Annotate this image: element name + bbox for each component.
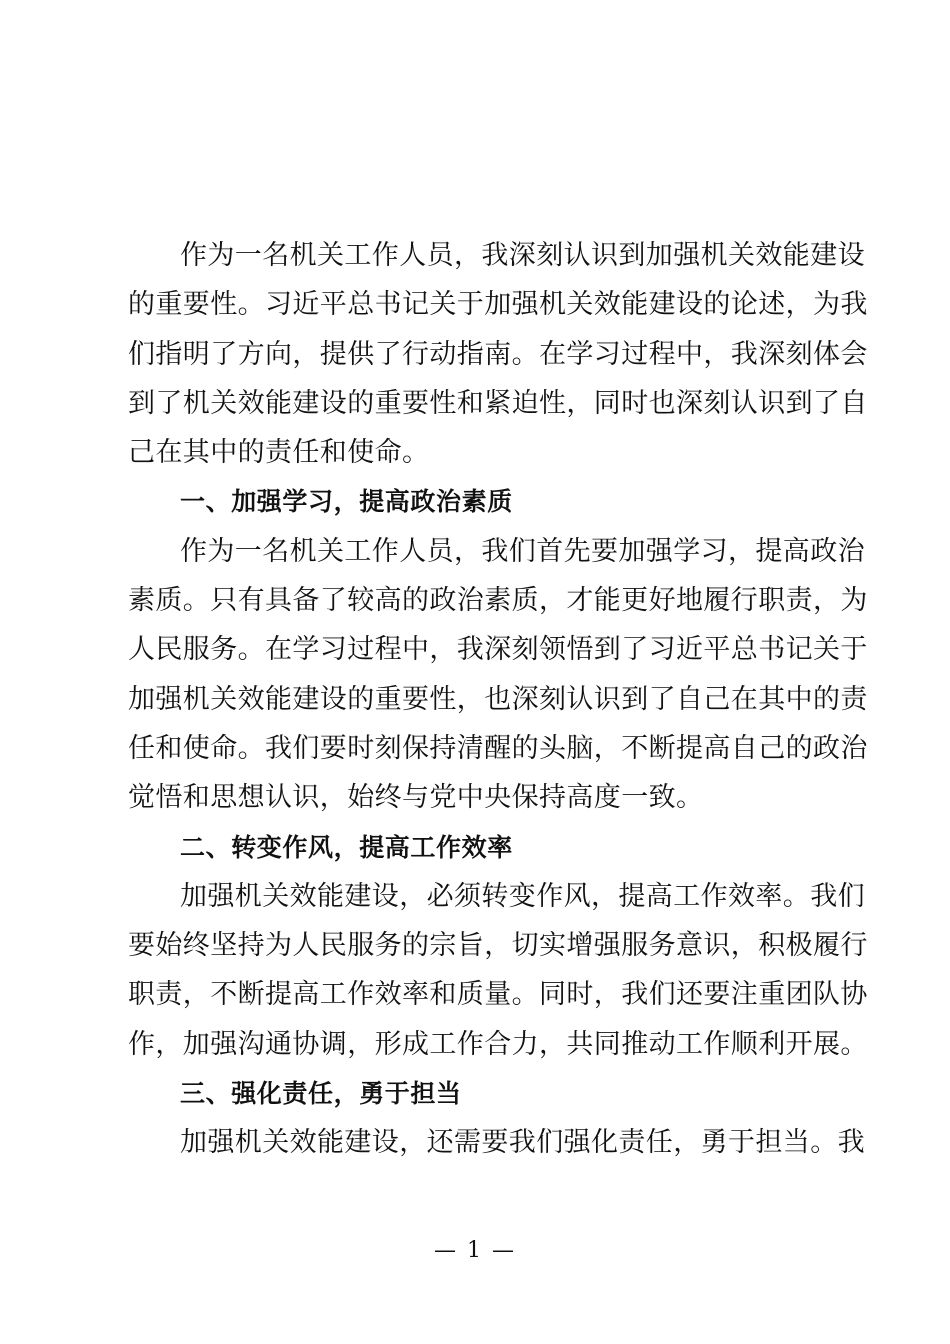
section-2-paragraph xyxy=(128,872,868,1069)
paragraph-line: 己在其中的责任和使命。 xyxy=(128,437,430,469)
section-heading-3: 三、强化责任，勇于担当 xyxy=(180,1079,462,1109)
paragraph-line: 加强机关效能建设，还需要我们强化责任，勇于担当。我 xyxy=(180,1127,865,1159)
page-number: — 1 — xyxy=(434,1238,516,1263)
paragraph-line: 职责，不断提高工作效率和质量。同时，我们还要注重团队协 xyxy=(128,979,868,1011)
paragraph-line: 作为一名机关工作人员，我们首先要加强学习，提高政治 xyxy=(180,535,865,567)
intro-paragraph xyxy=(128,231,868,477)
paragraph-line: 们指明了方向，提供了行动指南。在学习过程中，我深刻体会 xyxy=(128,338,868,370)
section-heading-1: 一、加强学习，提高政治素质 xyxy=(180,487,513,517)
paragraph-line: 加强机关效能建设，必须转变作风，提高工作效率。我们 xyxy=(180,880,865,912)
paragraph-line: 作，加强沟通协调，形成工作合力，共同推动工作顺利开展。 xyxy=(128,1028,868,1060)
section-heading-2: 二、转变作风，提高工作效率 xyxy=(180,832,513,862)
paragraph-line: 的重要性。习近平总书记关于加强机关效能建设的论述，为我 xyxy=(128,289,868,321)
paragraph-line: 觉悟和思想认识，始终与党中央保持高度一致。 xyxy=(128,782,704,814)
paragraph-line: 要始终坚持为人民服务的宗旨，切实增强服务意识，积极履行 xyxy=(128,930,868,962)
paragraph-line: 人民服务。在学习过程中，我深刻领悟到了习近平总书记关于 xyxy=(128,634,868,666)
document-body xyxy=(128,231,868,1168)
section-1-paragraph xyxy=(128,527,868,823)
paragraph-line: 到了机关效能建设的重要性和紧迫性，同时也深刻认识到了自 xyxy=(128,387,868,419)
section-3-paragraph xyxy=(128,1118,865,1167)
paragraph-line: 加强机关效能建设的重要性，也深刻认识到了自己在其中的责 xyxy=(128,683,868,715)
paragraph-line: 素质。只有具备了较高的政治素质，才能更好地履行职责，为 xyxy=(128,585,868,617)
paragraph-line: 作为一名机关工作人员，我深刻认识到加强机关效能建设 xyxy=(180,240,865,271)
paragraph-line: 任和使命。我们要时刻保持清醒的头脑，不断提高自己的政治 xyxy=(128,732,868,764)
